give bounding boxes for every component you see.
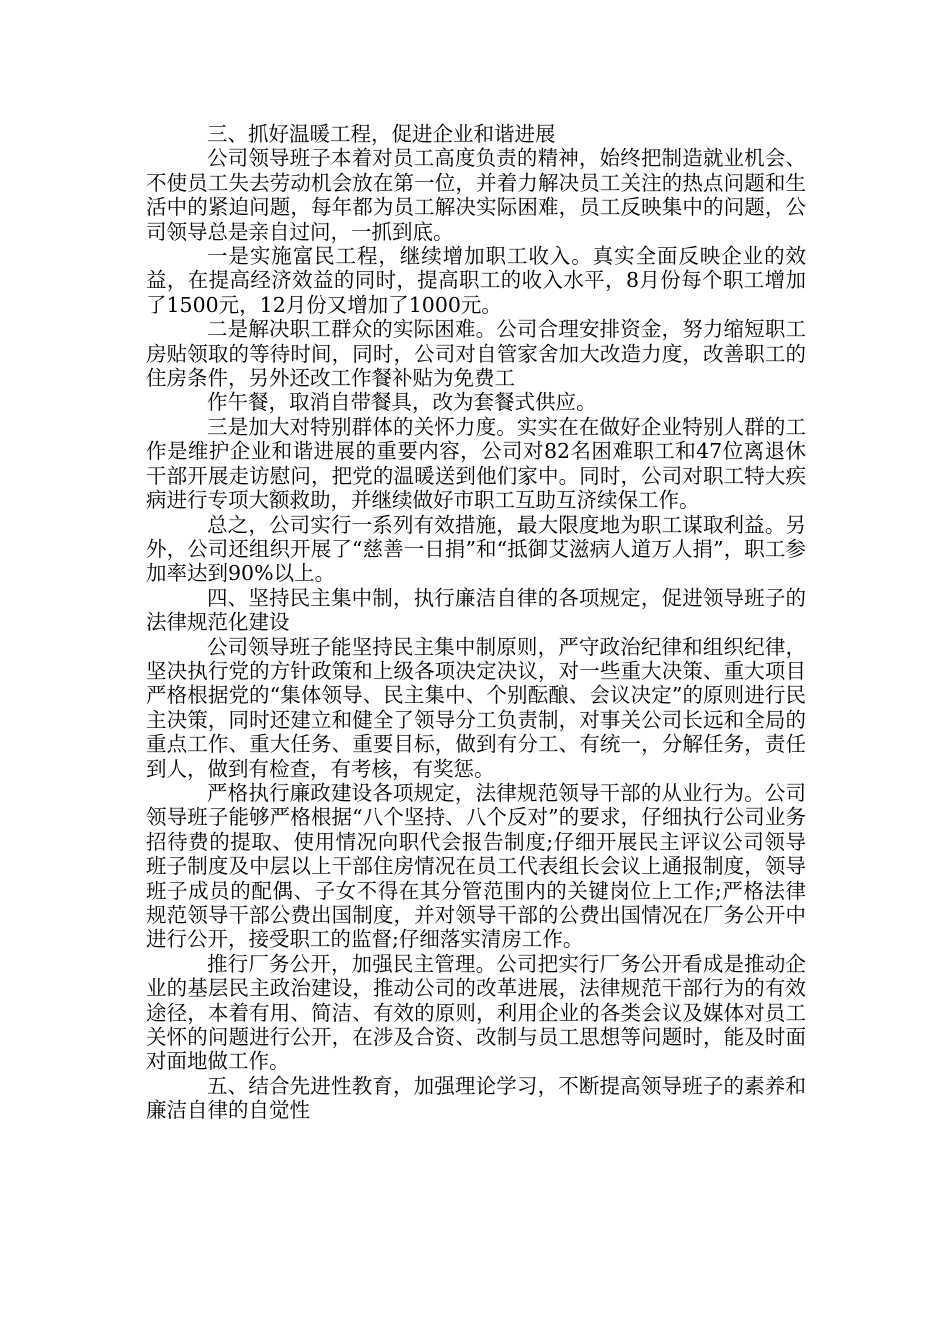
paragraph: 总之，公司实行一系列有效措施，最大限度地为职工谋取利益。另外，公司还组织开展了“慈善一日捐”和“抵御艾滋病人道万人捐”，职工参加率达到90%以上。 [146,512,806,586]
paragraph: 公司领导班子本着对员工高度负责的精神，始终把制造就业机会、不使员工失去劳动机会放在第一位，并着力解决员工关注的热点问题和生活中的紧迫问题，每年都为员工解决实际困难，员工反映集中的问题，公司领导总是亲自过问，一抓到底。 [146,146,806,244]
paragraph: 一是实施富民工程，继续增加职工收入。真实全面反映企业的效益，在提高经济效益的同时，提高职工的收入水平，8月份每个职工增加了1500元，12月份又增加了1000元。 [146,244,806,317]
paragraph: 推行厂务公开，加强民主管理。公司把实行厂务公开看成是推动企业的基层民主政治建设，推动公司的改革进展，法律规范干部行为的有效途径，本着有用、简洁、有效的原则，利用企业的各类会议及媒体对员工关怀的问题进行公开，在涉及合资、改制与员工思想等问题时，能及时面对面地做工作。 [146,951,806,1074]
paragraph: 三是加大对特别群体的关怀力度。实实在在做好企业特别人群的工作是维护企业和谐进展的重要内容，公司对82名困难职工和47位离退休干部开展走访慰问，把党的温暖送到他们家中。同时，公司对职工特大疾病进行专项大额救助，并继续做好市职工互助互济续保工作。 [146,414,806,513]
paragraph-continuation: 作午餐，取消自带餐具，改为套餐式供应。 [207,390,597,415]
section-heading-4: 四、坚持民主集中制，执行廉洁自律的各项规定，促进领导班子的法律规范化建设 [146,585,806,635]
section-heading-5: 五、结合先进性教育，加强理论学习，不断提高领导班子的素养和廉洁自律的自觉性 [146,1073,806,1123]
paragraph: 公司领导班子能坚持民主集中制原则，严守政治纪律和组织纪律，坚决执行党的方针政策和上级各项决定决议，对一些重大决策、重大项目严格根据党的“集体领导、民主集中、个别酝酿、会议决定”的原则进行民主决策，同时还建立和健全了领导分工负责制，对事关公司长远和全局的重点工作、重大任务、重要目标，做到有分工、有统一，分解任务，责任到人，做到有检查，有考核，有奖惩。 [146,634,806,781]
document-page [146,122,806,1123]
paragraph: 二是解决职工群众的实际困难。公司合理安排资金，努力缩短职工房贴领取的等待时间，同时，公司对自管家舍加大改造力度，改善职工的住房条件，另外还改工作餐补贴为免费工 [146,317,806,391]
section-heading-3: 三、抓好温暖工程，促进企业和谐进展 [207,122,556,146]
paragraph: 严格执行廉政建设各项规定，法律规范领导干部的从业行为。公司领导班子能够严格根据“八个坚持、八个反对”的要求，仔细执行公司业务招待费的提取、使用情况向职代会报告制度;仔细开展民主评议公司领导班子制度及中层以上干部住房情况在员工代表组长会议上通报制度，领导班子成员的配偶、子女不得在其分管范围内的关键岗位上工作;严格法律规范领导干部公费出国制度，并对领导干部的公费出国情况在厂务公开中进行公开，接受职工的监督;仔细落实清房工作。 [146,780,806,952]
